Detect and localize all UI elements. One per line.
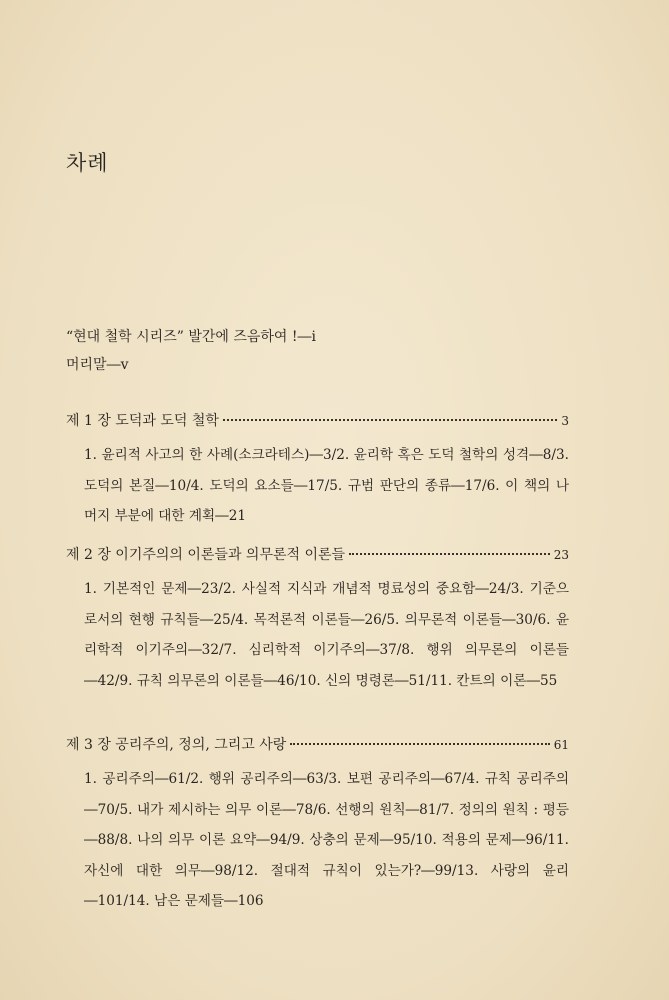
dot-leader [290,743,549,745]
toc-chapter-2 [66,544,569,696]
chapter-heading-row [66,734,569,758]
dot-leader [349,553,550,555]
chapter-heading: 제 1 장 도덕과 도덕 철학 [66,413,219,429]
chapter-sections: 1. 기본적인 문제―23/2. 사실적 지식과 개념적 명료성의 중요함―24/3. 기준으로서의 현행 규칙들―25/4. 목적론적 이론들―26/5. 의무론적 이론들―30/6. 윤리학적 이기주의―32/7. 심리학적 이기주의―37/8. 행위 의무론의 이론들―42/9. 규칙 의무론의 이론들―46/10. 신의 명령론―51/11. 칸트의 이론―55 [84,581,569,689]
toc-entry-preface: 머리말―v [66,357,129,373]
dot-leader [223,419,557,421]
chapter-page-number: 3 [561,414,569,428]
toc-chapter-3 [66,734,569,917]
chapter-heading: 제 3 장 공리주의, 정의, 그리고 사랑 [66,737,287,753]
chapter-sections: 1. 공리주의―61/2. 행위 공리주의―63/3. 보편 공리주의―67/4. 규칙 공리주의―70/5. 내가 제시하는 의무 이론―78/6. 선행의 원칙―81/7. 정의의 원칙 : 평등―88/8. 나의 의무 이론 요약―94/9. 상충의 문제―95/10. 적용의 문제―96/11. 자신에 대한 의무―98/12. 절대적 규칙이 있는가?―99/13. 사랑의 윤리―101/14. 남은 문제들―106 [84,771,569,909]
toc-entry-series-preface: “현대 철학 시리즈” 발간에 즈음하여 !―i [66,329,317,345]
chapter-sections: 1. 윤리적 사고의 한 사례(소크라테스)―3/2. 윤리학 혹은 도덕 철학의 성격―8/3. 도덕의 본질―10/4. 도덕의 요소들―17/5. 규범 판단의 종류―17/6. 이 책의 나머지 부분에 대한 계획―21 [84,447,569,524]
toc-title: 차례 [66,151,109,175]
toc-chapter-1 [66,410,569,532]
chapter-page-number: 23 [553,548,569,562]
chapter-heading-row [66,544,569,568]
chapter-page-number: 61 [553,738,569,752]
chapter-heading: 제 2 장 이기주의의 이론들과 의무론적 이론들 [66,547,346,563]
chapter-heading-row [66,410,569,434]
